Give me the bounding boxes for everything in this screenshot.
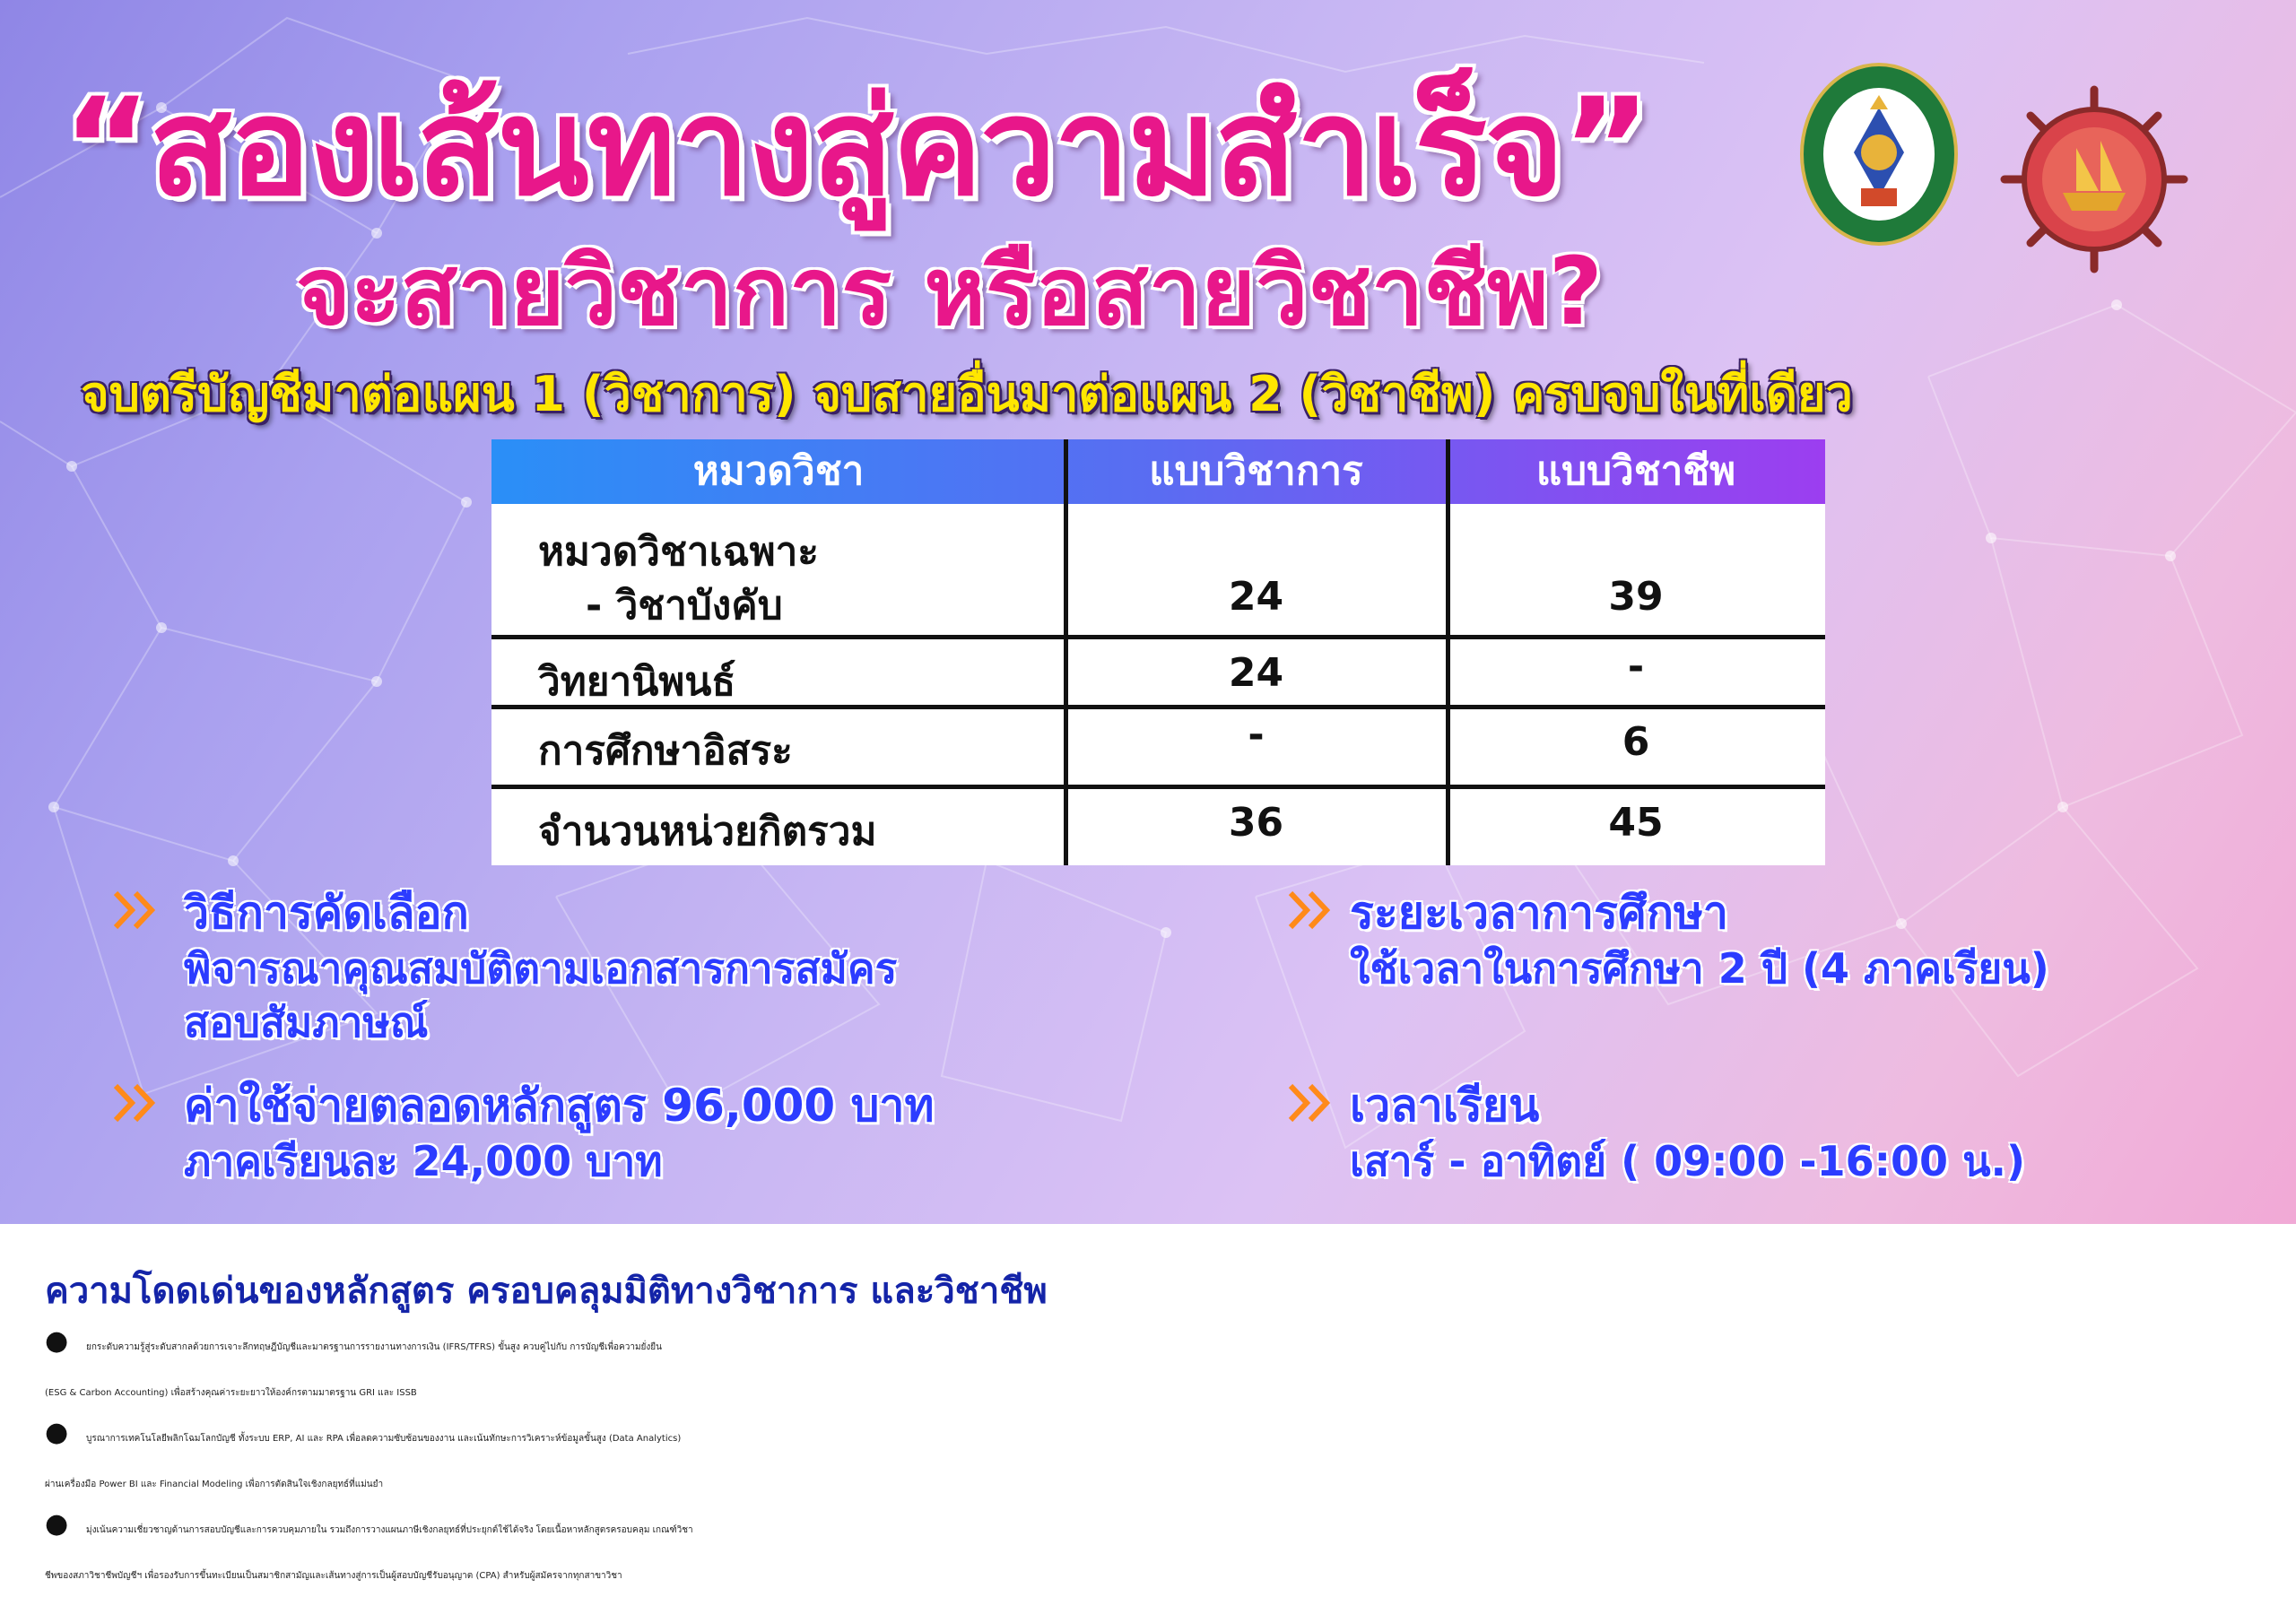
row-label: วิทยานิพนธ์ [538,659,736,705]
header-academic: แบบวิชาการ [1149,448,1363,494]
professional-credits: - [1627,644,1645,690]
academic-credits: 24 [1228,574,1284,620]
highlight-text: ยกระดับความรู้สู่ระดับสากลด้วยการเจาะลึกทฤษฎีบัญชีและมาตรฐานการรายงานทางการเงิน (IFRS/TFRS) ขั้นสูง ควบคู่ไปกับ การบัญชีเพื่อความยั่งยืน [86,1342,662,1352]
duration-line1: ใช้เวลาในการศึกษา 2 ปี (4 ภาคเรียน) [1350,944,2049,993]
highlight-text: ชีพของสภาวิชาชีพบัญชีฯ เพื่อรองรับการขึ้นทะเบียนเป็นสมาชิกสามัญและเส้นทางสู่การเป็นผู้สอบบัญชีรับอนุญาต (CPA) สำหรับผู้สมัครจากทุกสาขาวิชา [45,1571,622,1581]
selection-line2: สอบสัมภาษณ์ [184,998,429,1046]
headline-subtitle: จบตรีบัญชีมาต่อแผน 1 (วิชาการ) จบสายอื่นมาต่อแผน 2 (วิชาชีพ) ครบจบในที่เดียว [81,366,1853,422]
selection-title: วิธีการคัดเลือก [184,887,469,939]
row-sublabel: - วิชาบังคับ [586,583,783,629]
schedule-line1: เสาร์ - อาทิตย์ ( 09:00 -16:00 น.) [1350,1137,2026,1185]
highlights-title: ความโดดเด่นของหลักสูตร ครอบคลุมมิติทางวิชาการ และวิชาชีพ [45,1271,1048,1312]
highlight-text: บูรณาการเทคโนโลยีพลิกโฉมโลกบัญชี ทั้งระบบ ERP, AI และ RPA เพื่อลดความซับซ้อนของงาน และเน้นทักษะการวิเคราะห์ข้อมูลขั้นสูง (Data Analytics) [86,1434,682,1444]
credits-table [491,439,1825,865]
double-chevron-right-icon [1287,888,1337,933]
highlight-item [45,1410,2278,1507]
bullet-icon: ● [45,1508,69,1540]
headline-line1: “สองเส้นทางสู่ความสำเร็จ” [63,70,1649,226]
header-professional: แบบวิชาชีพ [1535,448,1736,494]
headline-line2: จะสายวิชาการ หรือสายวิชาชีพ? [296,237,1603,346]
cost-title: ค่าใช้จ่ายตลอดหลักสูตร 96,000 บาท [184,1080,935,1132]
highlight-item [45,1318,2278,1416]
header-category: หมวดวิชา [692,448,865,494]
duration-title: ระยะเวลาการศึกษา [1350,887,1728,939]
schedule-title: เวลาเรียน [1350,1080,1540,1132]
professional-credits: 6 [1622,719,1650,765]
row-label: จำนวนหน่วยกิตรวม [538,809,877,855]
double-chevron-right-icon [1287,1081,1337,1125]
academic-credits: 36 [1228,800,1284,846]
highlight-text: ผ่านเครื่องมือ Power BI และ Financial Modeling เพื่อการตัดสินใจเชิงกลยุทธ์ที่แม่นยำ [45,1480,384,1489]
credits-table-header [491,439,1825,504]
row-label: การศึกษาอิสระ [538,728,793,774]
double-chevron-right-icon [112,888,162,933]
academic-credits: - [1248,712,1265,758]
row-label: หมวดวิชาเฉพาะ [538,529,819,575]
bullet-icon: ● [45,1417,69,1448]
professional-credits: 45 [1608,800,1664,846]
highlight-text: (ESG & Carbon Accounting) เพื่อสร้างคุณค่าระยะยาวให้องค์กรตามมาตรฐาน GRI และ ISSB [45,1388,417,1398]
bullet-icon: ● [45,1325,69,1357]
highlight-text: มุ่งเน้นความเชี่ยวชาญด้านการสอบบัญชีและการควบคุมภายใน รวมถึงการวางแผนภาษีเชิงกลยุทธ์ที่ประยุกต์ใช้ได้จริง โดยเนื้อหาหลักสูตรครอบคลุม เกณฑ์วิชา [86,1525,693,1535]
table-divider [491,785,1825,789]
professional-credits: 39 [1608,574,1664,620]
faculty-of-accounting-logo [2000,85,2188,273]
academic-credits: 24 [1228,650,1284,696]
selection-line1: พิจารณาคุณสมบัติตามเอกสารการสมัคร [184,944,898,993]
highlight-item [45,1501,2278,1599]
double-chevron-right-icon [112,1081,162,1125]
university-seal-logo [1798,63,1960,247]
cost-line1: ภาคเรียนละ 24,000 บาท [184,1137,663,1185]
